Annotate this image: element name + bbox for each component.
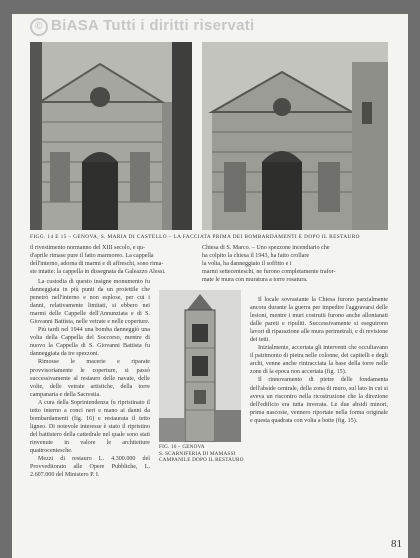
photo-campanile — [159, 290, 241, 442]
photo-facade-after — [202, 42, 388, 230]
text-line: marmi settecenteschi, ne furono completamente trafor- — [202, 269, 336, 276]
paragraph: Inizialmente, accertata gli interventi che occultavano il patrimonio di pietra nelle colonne, dei capitelli e degli archi, venne anche rintracciata la base della torre nelle zone di la epoca non accertata (fig. 15). — [250, 345, 388, 376]
copyright-icon: © — [30, 18, 48, 36]
column-left-body — [30, 278, 150, 498]
paragraph: Il rinnovamento di pietre delle fondamenta dell'abside centrale, della zona di muro, sul lato in cui si aveva un riscontro nella ricostruzione che la direzione dell'edificio era tutta inverata. Le due absidi minori, prima nascoste, vennero riportate nella forma originale e questa quadrata con volta a botte (fig. 15). — [250, 377, 388, 424]
text-line: ha colpito la chiesa il 1943, ha fatto crollare — [202, 253, 310, 260]
text-line: Chiesa di S. Marco. – Uno spezzone incendiario che — [202, 245, 330, 251]
paragraph: Rimosse le macerie e riparate provvisoriamente le coperture, si passò successivamente al restauro delle navate, delle volte, delle vetrate artistiche, della torre campanaria e della Sacrestia. — [30, 359, 150, 398]
column-left-top — [30, 244, 192, 277]
text-line: dell'interno, adorna di marmi e di affreschi, sono rima- — [30, 261, 164, 268]
paragraph: Più tardi nel 1944 una bomba danneggiò una volta della Cappella del Soccorso, mentre di nuovo la Cappella di S. Giovanni Battista fu danneggiata da tre spezzoni. — [30, 327, 150, 358]
page — [12, 14, 408, 558]
text-line: ste intatte: la cappella in dissegnata da Galeazzo Alessi. — [30, 269, 166, 276]
paragraph: Mezzi di restauro L. 4.300.000 del Provveditorato alle Opere Pubbliche, L. 2.607.000 del Ministero P. I. — [30, 456, 150, 479]
caption-line: S. SCARNIFERIA DI MAMASSI — [159, 450, 236, 457]
paragraph: La custodia di questo insigne monumento fu danneggiata in più punti da un proiettile che penetrò nell'interno e non esplose, per cui i danni, relativamente limitati, si ebbero nei marmi delle Cappelle dell'Annunziata e di S. Giovanni Battista, nelle vetrate e nelle coperture. — [30, 279, 150, 326]
text-line: d'aprile rimase pure il fatto marmoreo. La cappella — [30, 253, 154, 260]
text-line: la volta, ha danneggiato il soffitto e i — [202, 261, 292, 268]
caption-line: FIG. 16 – GENOVA — [159, 444, 205, 450]
paragraph: Il locale sovrastante la Chiesa furono parzialmente ancora durante la guerra per impedire l'aggravarsi delle lesioni, mentre i muri costruiti furono anche allontanati dalle pareti e ripuliti. Successivamente si eseguirono lavori di riparazione alle mura perimetrali, e di revisione dei tetti. — [250, 297, 388, 344]
watermark-text: BiASA Tutti i diritti riservati — [51, 17, 255, 34]
column-right-top — [202, 244, 388, 286]
figure-caption-top: FIGG. 14 E 15 – GENOVA, S. MARIA DI CASTELLO – LA FACCIATA PRIMA DEI BOMBARDAMENTI E DOPO IL RESTAURO — [30, 234, 360, 240]
photo-facade-before — [30, 42, 192, 230]
page-number: 81 — [391, 538, 402, 550]
paragraph: A cura della Soprintendenza fu ripristinato il tetto interno a conci neri e mano ai danni da bombardamenti (fig. 16) e restaurata il tetto ligneo. Di notevole interesse è stato il ripristino del battistero della cattedrale nel quale sono stati rinvenute in valore le architetture quattrocentesche. — [30, 399, 150, 454]
caption-line: CAMPANILE DOPO IL RESTAURO — [159, 457, 244, 464]
watermark — [30, 17, 255, 36]
text-line: mate le mura con muratura a torre rosatura. — [202, 277, 308, 284]
text-line: il rivestimento normanno del XIII secolo, e qu- — [30, 245, 146, 251]
column-right-body — [250, 296, 388, 516]
